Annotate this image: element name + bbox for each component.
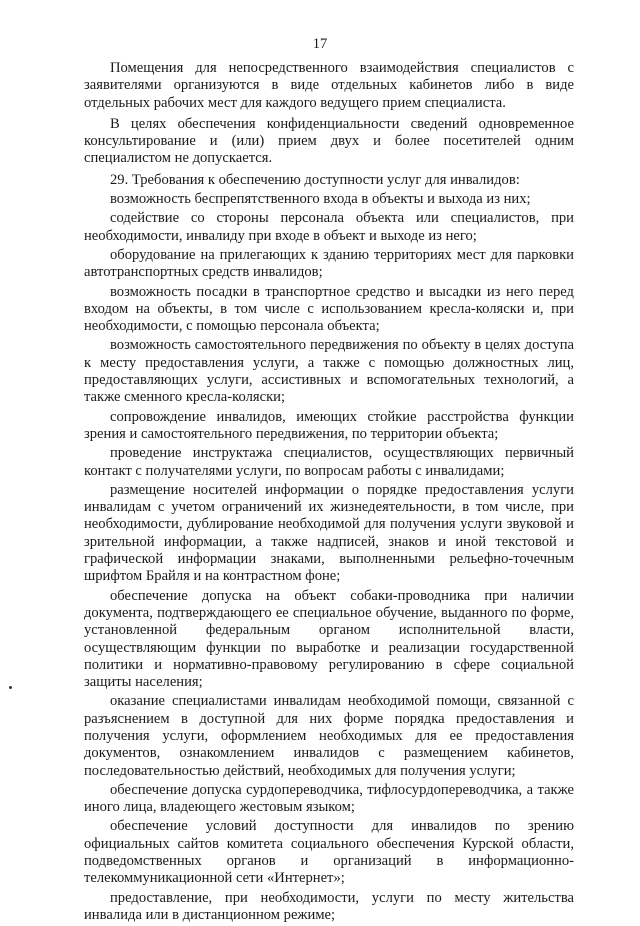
page-number: 17 xyxy=(312,36,328,52)
paragraph: обеспечение допуска на объект собаки-проводника при наличии документа, подтверждающего ее специальное обучение, выданного по форме, установленной федеральным органом исполнительной власти, осуществляющим функции по выработке и реализации государственной политики и нормативно-правовому регулированию в сфере социальной защиты населения; xyxy=(84,587,574,691)
paragraph: возможность беспрепятственного входа в объекты и выхода из них; xyxy=(110,191,531,208)
document-body xyxy=(84,60,574,926)
paragraph: оборудование на прилегающих к зданию территориях мест для парковки автотранспортных средств инвалидов; xyxy=(84,246,574,281)
paragraph: сопровождение инвалидов, имеющих стойкие расстройства функции зрения и самостоятельного передвижения, по территории объекта; xyxy=(84,408,574,442)
paragraph: возможность самостоятельного передвижения по объекту в целях доступа к месту предоставления услуги, а также с помощью должностных лиц, предоставляющих услуги, ассистивных и вспомогательных технологий, а также сменного кресла-коляски; xyxy=(84,337,574,406)
paragraph: обеспечение допуска сурдопереводчика, тифлосурдопереводчика, а также иного лица, владеющего жестовым языком; xyxy=(84,781,574,816)
paragraph: 29. Требования к обеспечению доступности услуг для инвалидов: xyxy=(110,171,520,188)
paragraph: В целях обеспечения конфиденциальности сведений одновременное консультирование и (или) прием двух и более посетителей одним специалистом не допускается. xyxy=(84,115,574,167)
paragraph: оказание специалистами инвалидам необходимой помощи, связанной с разъяснением в доступной для них форме порядка предоставления и получения услуги, оформлением необходимых для ее предоставления документов, ознакомлением инвалидов с размещением кабинетов, последовательностью действий, необходимых для получения услуги; xyxy=(84,693,574,779)
paragraph: содействие со стороны персонала объекта или специалистов, при необходимости, инвалиду при входе в объект и выходе из него; xyxy=(84,210,574,244)
paragraph: проведение инструктажа специалистов, осуществляющих первичный контакт с получателями услуги, по вопросам работы с инвалидами; xyxy=(84,445,574,479)
paragraph: возможность посадки в транспортное средство и высадки из него перед входом на объекты, в том числе с использованием кресла-коляски и, при необходимости, с помощью персонала объекта; xyxy=(84,283,574,335)
paragraph: предоставление, при необходимости, услуги по месту жительства инвалида или в дистанционном режиме; xyxy=(84,889,574,923)
scan-speck xyxy=(9,686,12,689)
paragraph: размещение носителей информации о порядке предоставления услуги инвалидам с учетом ограничений их жизнедеятельности, в том числе, при необходимости, дублирование необходимой для получения услуги звуковой и зрительной информации, а также надписей, знаков и иной текстовой и графической информации знаками, выполненными рельефно-точечным шрифтом Брайля и на контрастном фоне; xyxy=(84,481,574,585)
paragraph: Помещения для непосредственного взаимодействия специалистов с заявителями организуются в виде отдельных кабинетов либо в виде отдельных рабочих мест для каждого ведущего прием специалиста. xyxy=(84,60,574,111)
paragraph: обеспечение условий доступности для инвалидов по зрению официальных сайтов комитета социального обеспечения Курской области, подведомственных органов и организаций в информационно-телекоммуникационной сети «Интернет»; xyxy=(84,818,574,887)
